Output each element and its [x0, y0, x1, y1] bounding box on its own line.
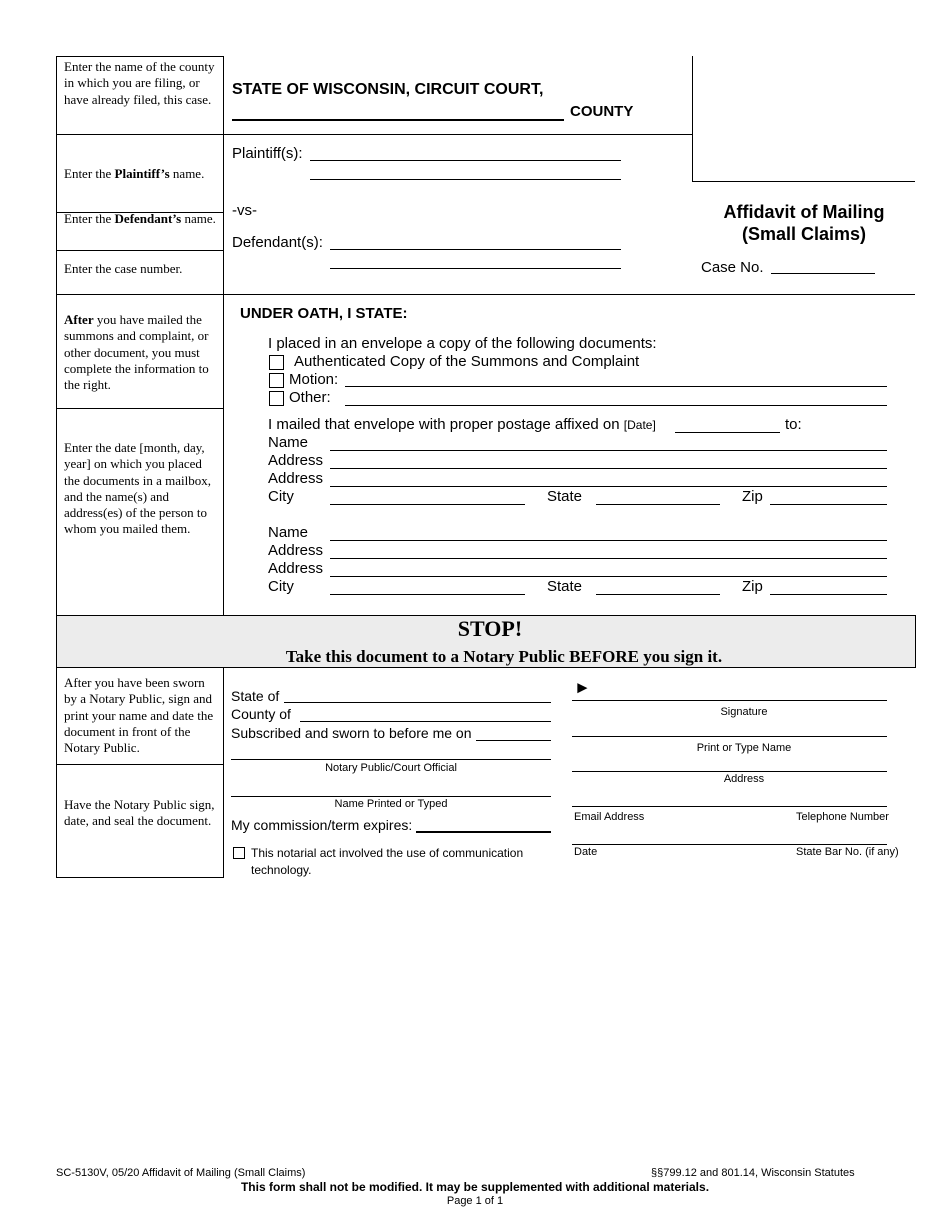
case-number-label: Case No.: [701, 259, 764, 276]
plaintiff-field-1[interactable]: [310, 160, 621, 161]
name-printed-caption: Name Printed or Typed: [334, 798, 448, 810]
date-hint: [Date]: [623, 418, 656, 432]
email-caption: Email Address: [574, 811, 645, 823]
page-number: Page 1 of 1: [446, 1195, 504, 1207]
motion-field[interactable]: [345, 386, 887, 387]
form-id: SC-5130V, 05/20 Affidavit of Mailing (Small Claims): [56, 1167, 306, 1179]
recipient2-address-field-2[interactable]: [330, 576, 887, 577]
comm-tech-checkbox[interactable]: [233, 847, 245, 859]
caption-divider: [223, 134, 693, 135]
mailing-date-instruction: Enter the date [month, day, year] on which you placed the documents in a mailbox, and the name(s) and address(es) of the person to whom you mailed them.: [64, 440, 211, 537]
sidebar-divider-3: [56, 250, 224, 251]
state-of-label: State of: [231, 688, 280, 704]
plaintiff-field-2[interactable]: [310, 179, 621, 180]
form-title-line-2: (Small Claims): [741, 224, 867, 244]
plaintiff-instruction-bold: Plaintiff’s: [114, 166, 170, 181]
defendant-label: Defendant(s):: [232, 234, 323, 251]
commission-expiry-field[interactable]: [416, 831, 551, 833]
defendant-field-1[interactable]: [330, 249, 621, 250]
recipient1-name-label: Name: [268, 434, 309, 451]
sidebar-divider-5: [56, 764, 224, 765]
recipient2-name-field[interactable]: [330, 540, 887, 541]
state-of-field[interactable]: [284, 702, 551, 703]
oath-heading: UNDER OATH, I STATE:: [240, 305, 408, 322]
court-heading: STATE OF WISCONSIN, CIRCUIT COURT,: [232, 81, 544, 98]
sidebar-right-border-lower: [223, 667, 224, 878]
date-caption: Date: [574, 846, 598, 858]
recipient2-address-field-1[interactable]: [330, 558, 887, 559]
stop-banner: [56, 615, 916, 668]
notary-signature-line[interactable]: [231, 759, 551, 760]
recipient1-city-label: City: [268, 488, 294, 505]
modification-notice: This form shall not be modified. It may be supplemented with additional materials.: [240, 1180, 710, 1194]
after-instruction-bold: After: [64, 312, 94, 327]
recipient2-zip-label: Zip: [742, 578, 763, 595]
recipient2-city-field[interactable]: [330, 594, 525, 595]
sidebar-divider-1: [56, 134, 224, 135]
statutes-reference: §§799.12 and 801.14, Wisconsin Statutes: [651, 1167, 855, 1179]
county-instruction: Enter the name of the county in which you are filing, or have already filed, this case.: [64, 59, 215, 107]
stop-title: STOP!: [457, 616, 523, 641]
plaintiff-label: Plaintiff(s):: [232, 145, 303, 162]
recipient2-state-field[interactable]: [596, 594, 720, 595]
comm-tech-label: This notarial act involved the use of communication technology.: [251, 846, 524, 877]
form-title-line-1: Affidavit of Mailing: [723, 202, 885, 222]
form-title: [695, 201, 913, 245]
recipient2-state-label: State: [547, 578, 583, 595]
date-barno-line[interactable]: [572, 844, 887, 845]
recipient1-state-label: State: [547, 488, 583, 505]
recipient1-address-label-1: Address: [268, 452, 324, 469]
plaintiff-instruction-pre: Enter the: [64, 166, 115, 181]
county-of-field[interactable]: [300, 721, 551, 722]
mailing-date-field[interactable]: [675, 432, 780, 433]
subscribed-label: Subscribed and sworn to before me on: [231, 725, 472, 741]
email-phone-line[interactable]: [572, 806, 887, 807]
other-checkbox[interactable]: [269, 391, 284, 406]
caption-box-bottom: [692, 181, 915, 182]
after-instruction-rest: you have mailed the summons and complaint, or other document, you must complete the information to the right.: [64, 312, 209, 393]
sidebar-divider-4: [56, 408, 224, 409]
county-name-field[interactable]: [232, 119, 564, 121]
commission-label: My commission/term expires:: [231, 817, 413, 833]
print-name-line[interactable]: [572, 736, 887, 737]
sworn-instruction: After you have been sworn by a Notary Public, sign and print your name and date the document in front of the Notary Public.: [64, 675, 214, 756]
notary-official-caption: Notary Public/Court Official: [325, 762, 457, 774]
summons-option-label: Authenticated Copy of the Summons and Complaint: [294, 353, 640, 370]
mailed-text-pre: I mailed that envelope with proper postage affixed on: [268, 416, 620, 433]
caption-box-right: [692, 56, 693, 182]
placed-documents-text: I placed in an envelope a copy of the following documents:: [268, 335, 657, 352]
address-line[interactable]: [572, 771, 887, 772]
defendant-instruction-post: name.: [181, 211, 216, 226]
arrow-icon: ►: [574, 678, 591, 697]
recipient1-name-field[interactable]: [330, 450, 887, 451]
defendant-instruction-pre: Enter the: [64, 211, 115, 226]
recipient2-zip-field[interactable]: [770, 594, 887, 595]
case-number-field[interactable]: [771, 273, 875, 274]
recipient2-city-label: City: [268, 578, 294, 595]
recipient2-address-label-1: Address: [268, 542, 324, 559]
print-name-caption: Print or Type Name: [696, 742, 792, 754]
recipient1-state-field[interactable]: [596, 504, 720, 505]
address-caption: Address: [723, 773, 765, 785]
recipient1-zip-label: Zip: [742, 488, 763, 505]
other-option-label: Other:: [289, 389, 331, 406]
recipient1-address-label-2: Address: [268, 470, 324, 487]
recipient1-city-field[interactable]: [330, 504, 525, 505]
signature-line[interactable]: [572, 700, 887, 701]
recipient2-address-label-2: Address: [268, 560, 324, 577]
mailed-to-label: to:: [785, 416, 802, 433]
other-field[interactable]: [345, 405, 887, 406]
county-label: COUNTY: [570, 103, 634, 120]
bar-number-caption: State Bar No. (if any): [796, 846, 899, 858]
defendant-field-2[interactable]: [330, 268, 621, 269]
versus-label: -vs-: [232, 202, 257, 219]
after-mailing-instruction: [64, 312, 216, 393]
recipient1-address-field-1[interactable]: [330, 468, 887, 469]
defendant-instruction: [64, 211, 216, 227]
sidebar-right-border: [223, 56, 224, 615]
county-of-label: County of: [231, 706, 291, 722]
motion-option-label: Motion:: [289, 371, 339, 388]
recipient2-name-label: Name: [268, 524, 309, 541]
sidebar-bottom-border: [56, 877, 224, 878]
notary-name-line[interactable]: [231, 796, 551, 797]
summons-checkbox[interactable]: [269, 355, 284, 370]
motion-checkbox[interactable]: [269, 373, 284, 388]
mailed-envelope-text: [268, 416, 656, 433]
defendant-instruction-bold: Defendant’s: [114, 211, 182, 226]
recipient1-zip-field[interactable]: [770, 504, 887, 505]
top-border: [56, 56, 224, 57]
signature-caption: Signature: [720, 706, 768, 718]
oath-top-border: [56, 294, 915, 295]
plaintiff-instruction-post: name.: [169, 166, 205, 181]
sidebar-left-border: [56, 56, 57, 878]
telephone-caption: Telephone Number: [796, 811, 889, 823]
recipient1-address-field-2[interactable]: [330, 486, 887, 487]
case-number-instruction: Enter the case number.: [64, 261, 183, 276]
subscribed-date-field[interactable]: [476, 740, 551, 741]
notary-instruction: Have the Notary Public sign, date, and seal the document.: [64, 797, 215, 829]
plaintiff-instruction: [64, 166, 216, 182]
stop-message: Take this document to a Notary Public BEFORE you sign it.: [285, 647, 723, 666]
